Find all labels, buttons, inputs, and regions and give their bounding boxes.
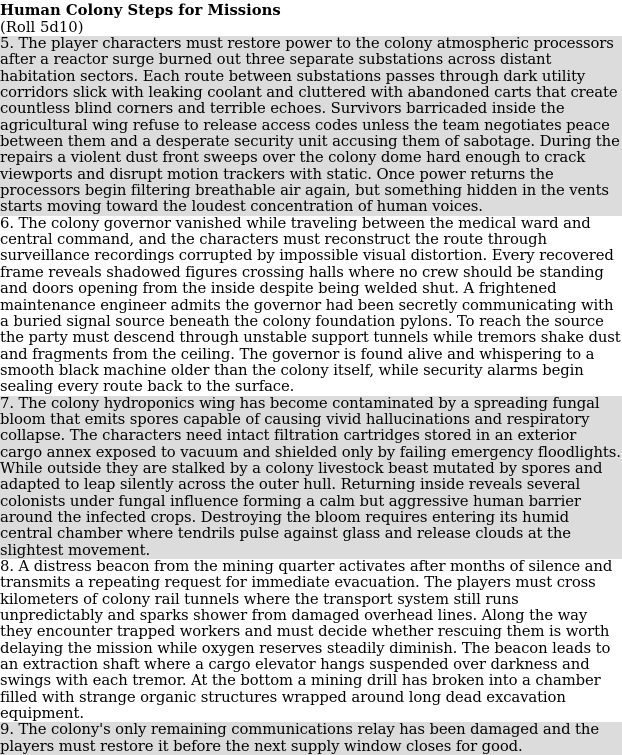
entry-5: 5. The player characters must restore power to the colony atmospheric processors after a reactor surge burned out three separate substations across distant habitation sectors. Each route between substations passes through dark utility corridors slick with leaking coolant and cluttered with abandoned carts that create countless blind corners and terrible echoes. Survivors barricaded inside the agricultural wing refuse to release access codes unless the team negotiates peace between them and a desperate security unit accusing them of sabotage. During the repairs a violent dust front sweeps over the colony dome hard enough to crack viewports and disrupt motion trackers with static. Once power returns the processors begin filtering breathable air again, but something hidden in the vents starts moving toward the loudest concentration of human voices. <box>0 36 622 216</box>
entry-9: 9. The colony's only remaining communications relay has been damaged and the players must restore it before the next supply window closes for good. <box>0 722 622 755</box>
entry-8: 8. A distress beacon from the mining quarter activates after months of silence and transmits a repeating request for immediate evacuation. The players must cross kilometers of colony rail tunnels where the transport system still runs unpredictably and sparks shower from damaged overhead lines. Along the way they encounter trapped workers and must decide whether rescuing them is worth delaying the mission while oxygen reserves steadily diminish. The beacon leads to an extraction shaft where a cargo elevator hangs suspended over darkness and swings with each tremor. At the bottom a mining drill has broken into a chamber filled with strange organic structures wrapped around long dead excavation equipment. <box>0 559 622 722</box>
document-title: Human Colony Steps for Missions <box>0 2 281 19</box>
roll-instruction: (Roll 5d10) <box>0 19 84 36</box>
entry-6: 6. The colony governor vanished while traveling between the medical ward and central command, and the characters must reconstruct the route through surveillance recordings corrupted by impossible visual distortion. Every recovered frame reveals shadowed figures crossing halls where no crew should be standing and doors opening from the inside despite being welded shut. A frightened maintenance engineer admits the governor had been secretly communicating with a buried signal source beneath the colony foundation pylons. To reach the source the party must descend through unstable support tunnels while tremors shake dust and fragments from the ceiling. The governor is found alive and whispering to a smooth black machine older than the colony itself, while security alarms begin sealing every route back to the surface. <box>0 214 621 396</box>
entry-7: 7. The colony hydroponics wing has become contaminated by a spreading fungal bloom that emits spores capable of causing vivid hallucinations and respiratory collapse. The characters need intact filtration cartridges stored in an exterior cargo annex exposed to vacuum and shielded only by failing emergency floodlights. While outside they are stalked by a colony livestock beast mutated by spores and adapted to leap silently across the outer hull. Returning inside reveals several colonists under fungal influence forming a calm but aggressive human barrier around the infected crops. Destroying the bloom requires entering its humid central chamber where tendrils pulse against glass and release clouds at the slightest movement. <box>0 394 621 559</box>
